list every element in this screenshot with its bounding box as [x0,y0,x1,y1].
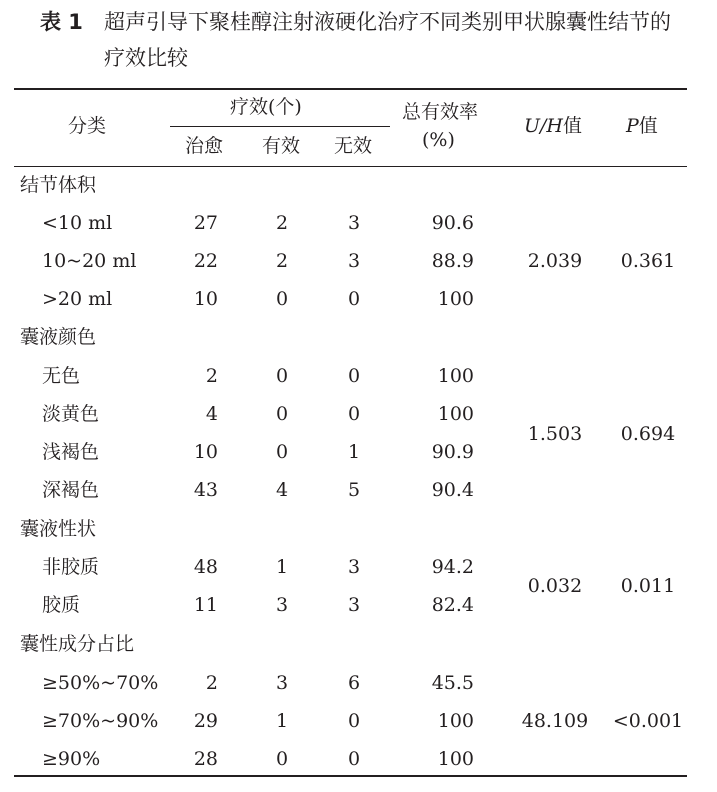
table-row [0,740,717,778]
header-p-value [626,114,658,138]
row-label: ≥50%~70% [42,672,159,694]
header-category: 分类 [68,115,107,137]
cell-effective: 1 [275,556,289,578]
group-title-row [0,625,717,663]
bottom-rule [14,775,687,777]
cell-total-rate: 100 [437,288,474,310]
group-uh-value: 48.109 [521,710,589,732]
group-uh-value: 2.039 [527,250,583,272]
header-efficacy-group: 疗效(个) [230,96,302,118]
table-row [0,357,717,395]
header-effective: 有效 [262,135,301,157]
row-label: <10 ml [42,212,113,234]
group-p-value: 0.011 [620,575,676,597]
cell-effective: 1 [275,710,289,732]
cell-ineffective: 3 [347,212,361,234]
row-label: 深褐色 [42,479,100,501]
group-title: 囊性成分占比 [20,633,135,655]
table-row [0,664,717,702]
group-title-row [0,318,717,356]
group-uh-value: 0.032 [527,575,583,597]
cell-cured: 29 [193,710,218,732]
cell-ineffective: 3 [347,250,361,272]
cell-cured: 11 [193,594,218,616]
group-p-value: 0.361 [620,250,676,272]
cell-total-rate: 100 [437,365,474,387]
header-total-rate-unit: (%) [422,129,455,151]
table-number: 表 1 [40,10,83,34]
table-title: 超声引导下聚桂醇注射液硬化治疗不同类别甲状腺囊性结节的疗效比较 [104,10,671,70]
cell-ineffective: 6 [347,672,361,694]
row-label: 无色 [42,365,81,387]
cell-total-rate: 94.2 [431,556,474,578]
cell-ineffective: 5 [347,479,361,501]
group-title: 结节体积 [20,174,97,196]
cell-effective: 3 [275,594,289,616]
cell-effective: 0 [275,288,289,310]
row-label: 淡黄色 [42,403,100,425]
header-total-rate: 总有效率 [402,101,479,123]
cell-cured: 27 [193,212,218,234]
group-title-row [0,510,717,548]
table-row [0,204,717,242]
cell-cured: 43 [193,479,218,501]
header-p-symbol: P [626,115,639,137]
cell-cured: 2 [205,672,218,694]
cell-total-rate: 90.4 [431,479,474,501]
cell-total-rate: 100 [437,748,474,770]
cell-total-rate: 100 [437,710,474,732]
cell-total-rate: 100 [437,403,474,425]
header-p-suffix: 值 [638,115,658,137]
cell-ineffective: 0 [347,710,361,732]
cell-total-rate: 90.9 [431,441,474,463]
row-label: 浅褐色 [42,441,100,463]
efficacy-subrule [170,126,390,127]
row-label: >20 ml [42,288,113,310]
cell-effective: 4 [275,479,289,501]
group-title: 囊液颜色 [20,326,97,348]
row-label: 10~20 ml [42,250,137,272]
cell-ineffective: 3 [347,594,361,616]
cell-effective: 0 [275,441,289,463]
cell-cured: 28 [193,748,218,770]
cell-total-rate: 82.4 [431,594,474,616]
cell-cured: 10 [193,441,218,463]
cell-ineffective: 0 [347,748,361,770]
cell-effective: 2 [275,212,289,234]
cell-effective: 0 [275,748,289,770]
header-uh-symbol: U/H [524,115,563,137]
group-p-value: <0.001 [612,710,684,732]
cell-ineffective: 0 [347,403,361,425]
group-title: 囊液性状 [20,518,97,540]
cell-cured: 2 [205,365,218,387]
cell-ineffective: 3 [347,556,361,578]
table-row [0,280,717,318]
cell-cured: 4 [205,403,218,425]
cell-total-rate: 45.5 [431,672,474,694]
cell-total-rate: 90.6 [431,212,474,234]
row-label: 非胶质 [42,556,100,578]
cell-ineffective: 0 [347,288,361,310]
header-uh-value [524,114,582,138]
cell-effective: 0 [275,365,289,387]
cell-effective: 0 [275,403,289,425]
header-cured: 治愈 [185,135,224,157]
header-ineffective: 无效 [334,135,373,157]
row-label: ≥70%~90% [42,710,159,732]
header-uh-suffix: 值 [562,115,582,137]
row-label: ≥90% [42,748,101,770]
group-title-row [0,166,717,204]
cell-total-rate: 88.9 [431,250,474,272]
cell-effective: 3 [275,672,289,694]
cell-ineffective: 1 [347,441,361,463]
cell-cured: 10 [193,288,218,310]
group-uh-value: 1.503 [527,423,583,445]
cell-effective: 2 [275,250,289,272]
top-rule [14,88,687,90]
row-label: 胶质 [42,594,81,616]
cell-cured: 48 [193,556,218,578]
cell-cured: 22 [193,250,218,272]
table-row [0,471,717,509]
group-p-value: 0.694 [620,423,676,445]
cell-ineffective: 0 [347,365,361,387]
